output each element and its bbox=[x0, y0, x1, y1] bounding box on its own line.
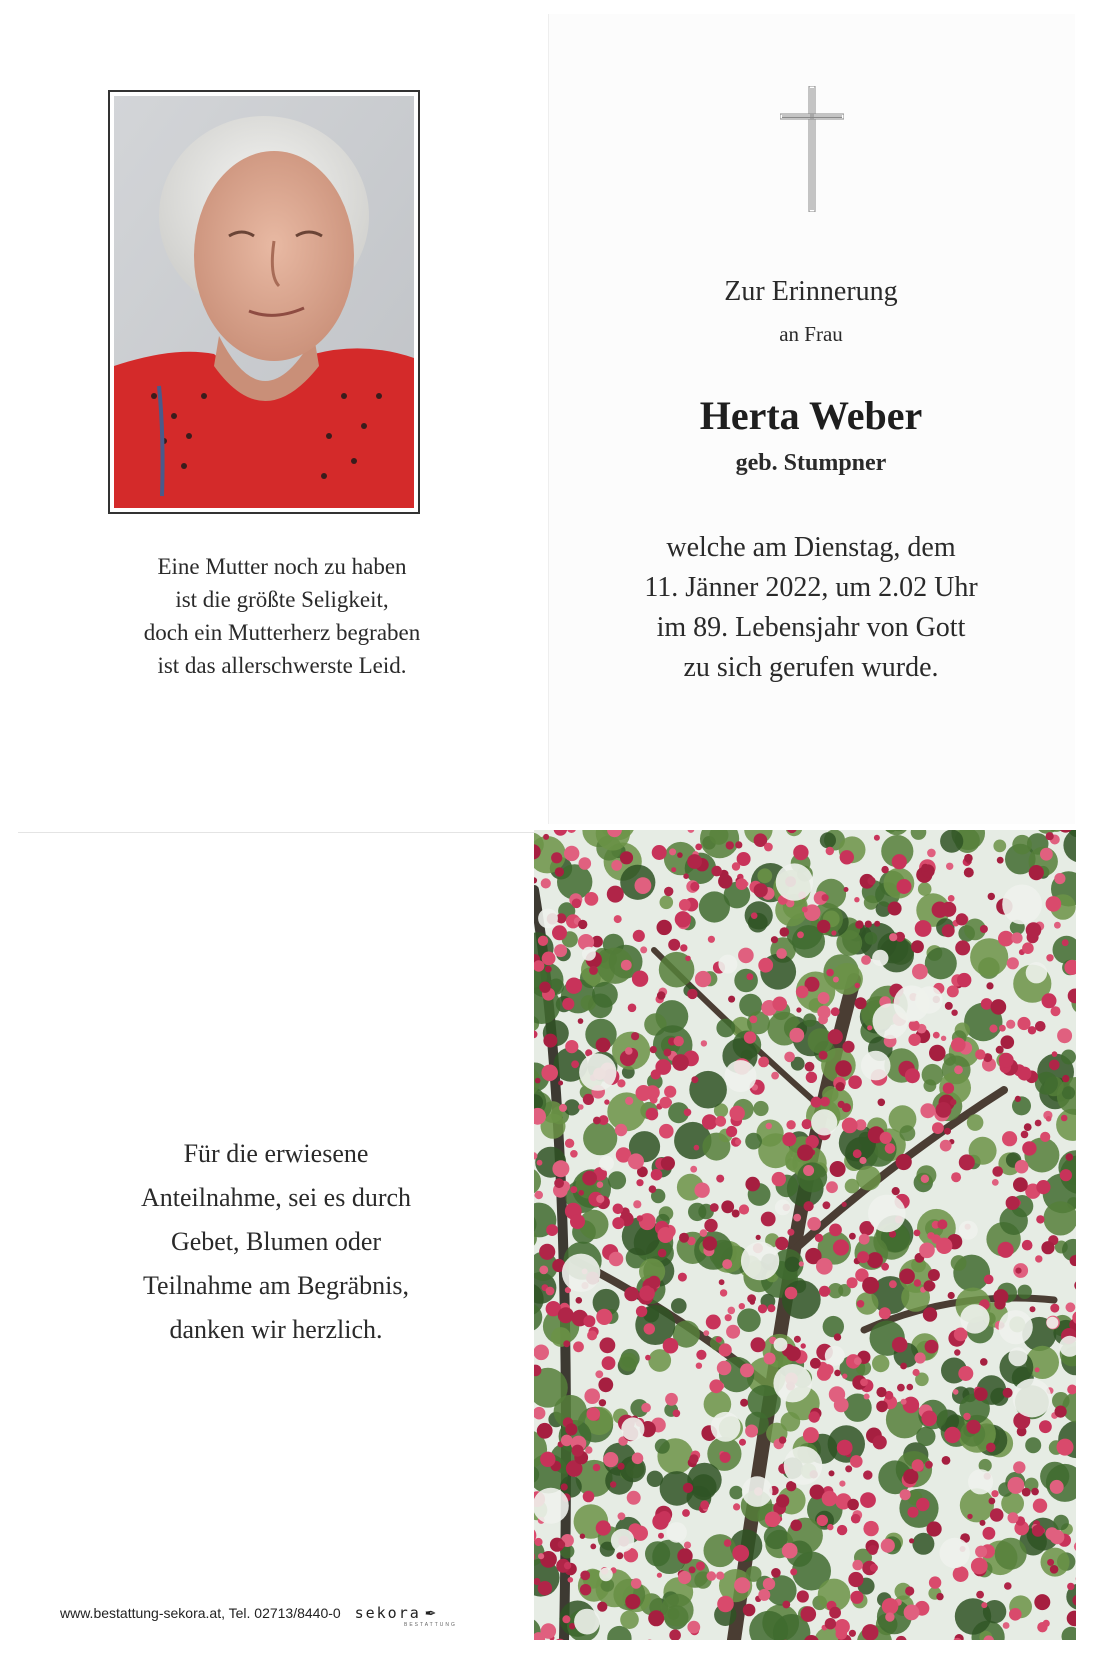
thanks-line: danken wir herzlich. bbox=[169, 1315, 383, 1344]
funeral-home-logo: sekora bbox=[354, 1604, 421, 1622]
funeral-home-logo-sub: BESTATTUNG bbox=[404, 1622, 457, 1628]
remembrance-heading: Zur Erinnerung bbox=[724, 276, 898, 307]
death-notice-line: welche am Dienstag, dem bbox=[666, 532, 956, 563]
bird-icon: ✒ bbox=[424, 1605, 437, 1621]
death-notice-line: zu sich gerufen wurde. bbox=[683, 652, 939, 683]
thanks-line: Anteilnahme, sei es durch bbox=[140, 1183, 412, 1212]
salutation: an Frau bbox=[779, 322, 843, 346]
funeral-home-contact: www.bestattung-sekora.at, Tel. 02713/8440-0 bbox=[60, 1605, 341, 1621]
poem-line: ist das allerschwerste Leid. bbox=[157, 653, 407, 678]
death-notice-line: im 89. Lebensjahr von Gott bbox=[656, 612, 966, 643]
cross-icon bbox=[780, 86, 844, 212]
poem-line: doch ein Mutterherz begraben bbox=[143, 620, 421, 645]
blossom-tree-photo bbox=[534, 830, 1076, 1640]
thanks-line: Teilnahme am Begräbnis, bbox=[142, 1271, 410, 1300]
portrait-frame bbox=[108, 90, 420, 514]
poem-line: Eine Mutter noch zu haben bbox=[157, 554, 407, 579]
poem-line: ist die größte Seligkeit, bbox=[175, 587, 389, 612]
deceased-name: Herta Weber bbox=[699, 393, 923, 438]
death-notice-line: 11. Jänner 2022, um 2.02 Uhr bbox=[644, 572, 978, 603]
memorial-poem bbox=[18, 550, 546, 682]
footer bbox=[60, 1604, 457, 1628]
portrait-photo bbox=[114, 96, 414, 508]
thanks-line: Für die erwiesene bbox=[183, 1139, 369, 1168]
birth-name: geb. Stumpner bbox=[735, 450, 887, 476]
thanks-line: Gebet, Blumen oder bbox=[170, 1227, 382, 1256]
blossom-tree-image bbox=[534, 830, 1076, 1640]
thank-you-message bbox=[18, 1132, 534, 1352]
death-notice bbox=[548, 528, 1074, 688]
